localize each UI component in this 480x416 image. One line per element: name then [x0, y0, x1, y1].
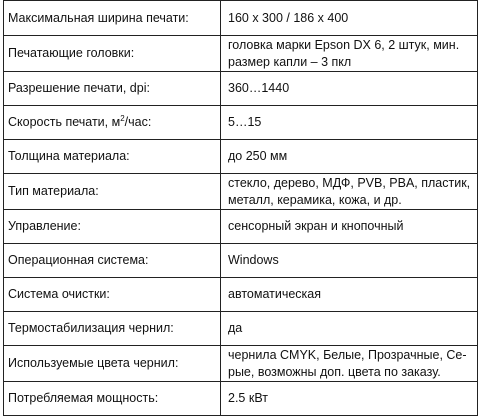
table-row [4, 140, 478, 174]
spec-table [3, 0, 478, 416]
table-row [4, 36, 478, 72]
row-label: Разрешение печати, dpi: [4, 72, 221, 106]
row-label: Максимальная ширина печати: [4, 1, 221, 36]
table-row [4, 346, 478, 382]
table-row [4, 72, 478, 106]
row-label-superscript: 2 [120, 113, 125, 123]
row-label: Печатающие головки: [4, 36, 221, 72]
row-value: 5…15 [221, 106, 478, 140]
row-label: Операционная система: [4, 244, 221, 278]
row-label: Тип материала: [4, 174, 221, 210]
row-value: да [221, 312, 478, 346]
table-row [4, 1, 478, 36]
row-label: Потребляемая мощность: [4, 382, 221, 416]
row-value: головка марки Epson DX 6, 2 штук, мин. размер капли – 3 пкл [221, 36, 478, 72]
row-label: Управление: [4, 210, 221, 244]
table-row [4, 312, 478, 346]
row-label: Используемые цвета чернил: [4, 346, 221, 382]
row-value: сенсорный экран и кнопочный [221, 210, 478, 244]
row-label: Система очистки: [4, 278, 221, 312]
table-row [4, 244, 478, 278]
row-label-text: Скорость печати, м [8, 115, 121, 129]
table-row [4, 106, 478, 140]
row-label [4, 106, 221, 140]
table-row [4, 174, 478, 210]
table-row [4, 382, 478, 416]
row-value: 160 х 300 / 186 х 400 [221, 1, 478, 36]
table-row [4, 278, 478, 312]
row-label: Толщина материала: [4, 140, 221, 174]
row-value: 2.5 кВт [221, 382, 478, 416]
row-label: Термостабилизация чернил: [4, 312, 221, 346]
row-value: автоматическая [221, 278, 478, 312]
row-value: до 250 мм [221, 140, 478, 174]
row-value: чернила CMYK, Белые, Прозрачные, Се-рые, возможны доп. цвета по заказу. [221, 346, 478, 382]
row-value: 360…1440 [221, 72, 478, 106]
table-row [4, 210, 478, 244]
row-value: стекло, дерево, МДФ, PVB, PBA, пластик, металл, керамика, кожа, и др. [221, 174, 478, 210]
row-label-text-suffix: /час: [124, 115, 152, 129]
row-value: Windows [221, 244, 478, 278]
